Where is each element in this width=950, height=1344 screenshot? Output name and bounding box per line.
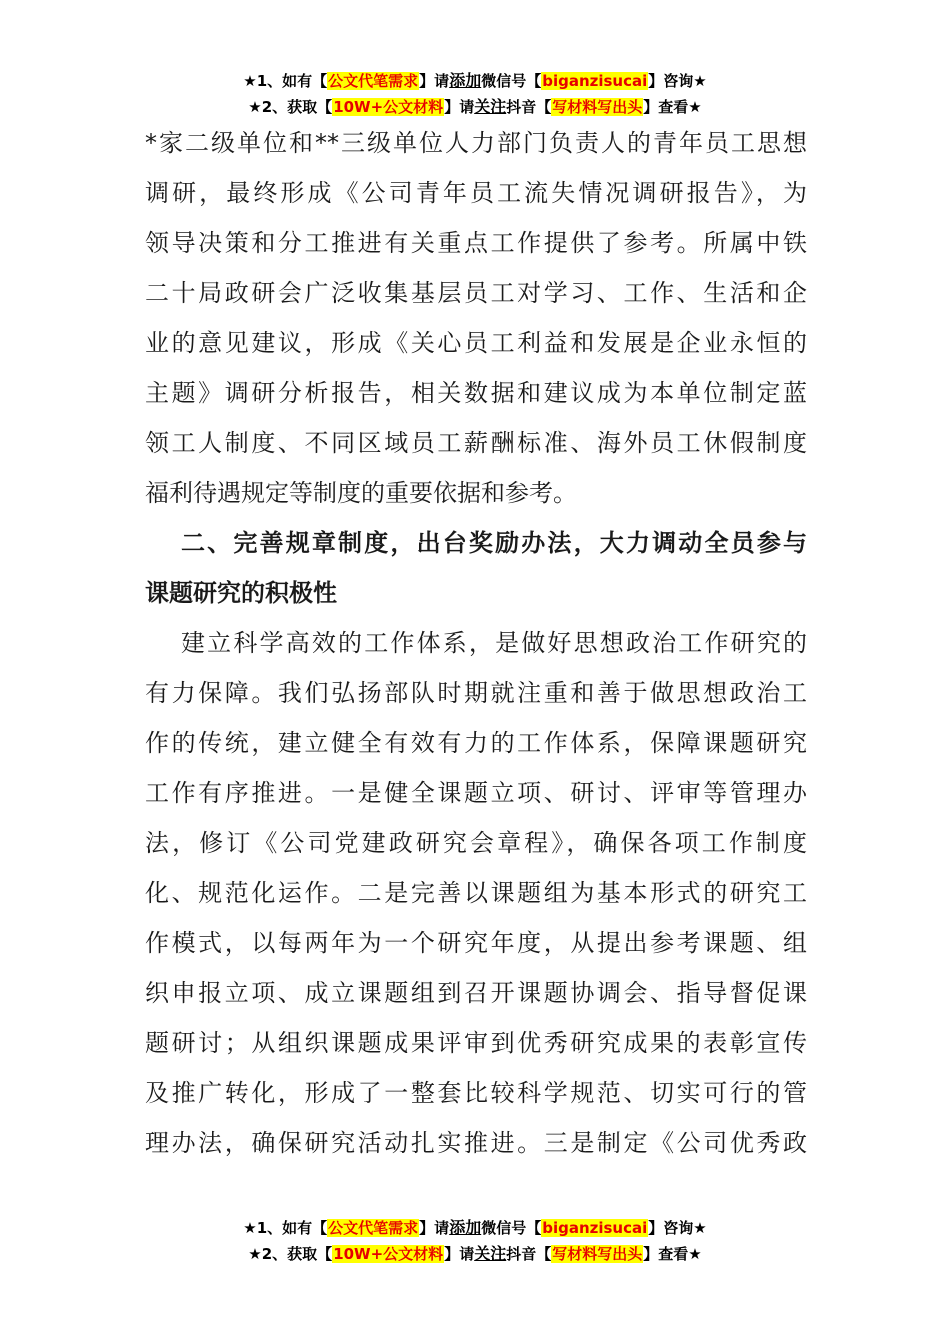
body-line: 作的传统，建立健全有效有力的工作体系，保障课题研究 [145,729,807,757]
banner-underline: 添加 [449,1218,482,1237]
body-line: 法，修订《公司党建政研究会章程》，确保各项工作制度 [145,829,807,857]
body-line: 二十局政研会广泛收集基层员工对学习、工作、生活和企 [145,279,807,307]
body-line: 调研，最终形成《公司青年员工流失情况调研报告》，为 [145,179,807,207]
banner-underline: 添加 [449,71,482,90]
document-body [145,118,807,1168]
banner-text: 抖音【 [506,1245,552,1263]
body-line: 理办法，确保研究活动扎实推进。三是制定《公司优秀政 [145,1129,807,1157]
footer-banner-line-1 [0,1215,950,1241]
body-line: 作模式，以每两年为一个研究年度，从提出参考课题、组 [145,929,807,957]
banner-highlight: 公文代笔需求 [328,72,419,90]
body-line: 题研讨；从组织课题成果评审到优秀研究成果的表彰宣传 [145,1029,807,1057]
body-line: 领工人制度、不同区域员工薪酬标准、海外员工休假制度 [145,429,807,457]
section-heading-continued: 课题研究的积极性 [145,579,337,607]
banner-text: 】请 [419,72,450,90]
body-line: 福利待遇规定等制度的重要依据和参考。 [145,479,577,507]
banner-text: 】咨询★ [648,72,707,90]
banner-highlight: 公文代笔需求 [328,1219,419,1237]
body-line: 建立科学高效的工作体系，是做好思想政治工作研究的 [181,629,807,657]
banner-text: ★1、如有【 [243,72,328,90]
banner-highlight: 写材料写出头 [552,98,643,116]
banner-highlight: 10W+公文材料 [333,1245,444,1263]
banner-text: 】查看★ [643,1245,702,1263]
header-banner [0,68,950,120]
section-heading: 二、完善规章制度，出台奖励办法，大力调动全员参与 [181,529,807,557]
banner-text: ★1、如有【 [243,1219,328,1237]
banner-highlight: biganzisucai [542,72,648,90]
footer-banner-line-2 [0,1241,950,1267]
banner-text: 微信号【 [481,72,542,90]
banner-text: 】请 [444,1245,475,1263]
banner-underline: 关注 [474,1244,507,1263]
header-banner-line-2 [0,94,950,120]
banner-text: ★2、获取【 [248,98,333,116]
banner-text: 】咨询★ [648,1219,707,1237]
banner-underline: 关注 [474,97,507,116]
header-banner-line-1 [0,68,950,94]
banner-highlight: 10W+公文材料 [333,98,444,116]
banner-highlight: 写材料写出头 [552,1245,643,1263]
body-line: 工作有序推进。一是健全课题立项、研讨、评审等管理办 [145,779,807,807]
body-line: 主题》调研分析报告，相关数据和建议成为本单位制定蓝 [145,379,807,407]
banner-text: 】查看★ [643,98,702,116]
body-line: 及推广转化，形成了一整套比较科学规范、切实可行的管 [145,1079,807,1107]
body-line: 业的意见建议，形成《关心员工利益和发展是企业永恒的 [145,329,807,357]
banner-highlight: biganzisucai [542,1219,648,1237]
body-line: 领导决策和分工推进有关重点工作提供了参考。所属中铁 [145,229,807,257]
body-line: 有力保障。我们弘扬部队时期就注重和善于做思想政治工 [145,679,807,707]
body-line: *家二级单位和**三级单位人力部门负责人的青年员工思想 [145,129,807,157]
footer-banner [0,1215,950,1267]
banner-text: 抖音【 [506,98,552,116]
banner-text: 】请 [444,98,475,116]
banner-text: 】请 [419,1219,450,1237]
body-line: 化、规范化运作。二是完善以课题组为基本形式的研究工 [145,879,807,907]
body-line: 织申报立项、成立课题组到召开课题协调会、指导督促课 [145,979,807,1007]
banner-text: 微信号【 [481,1219,542,1237]
banner-text: ★2、获取【 [248,1245,333,1263]
